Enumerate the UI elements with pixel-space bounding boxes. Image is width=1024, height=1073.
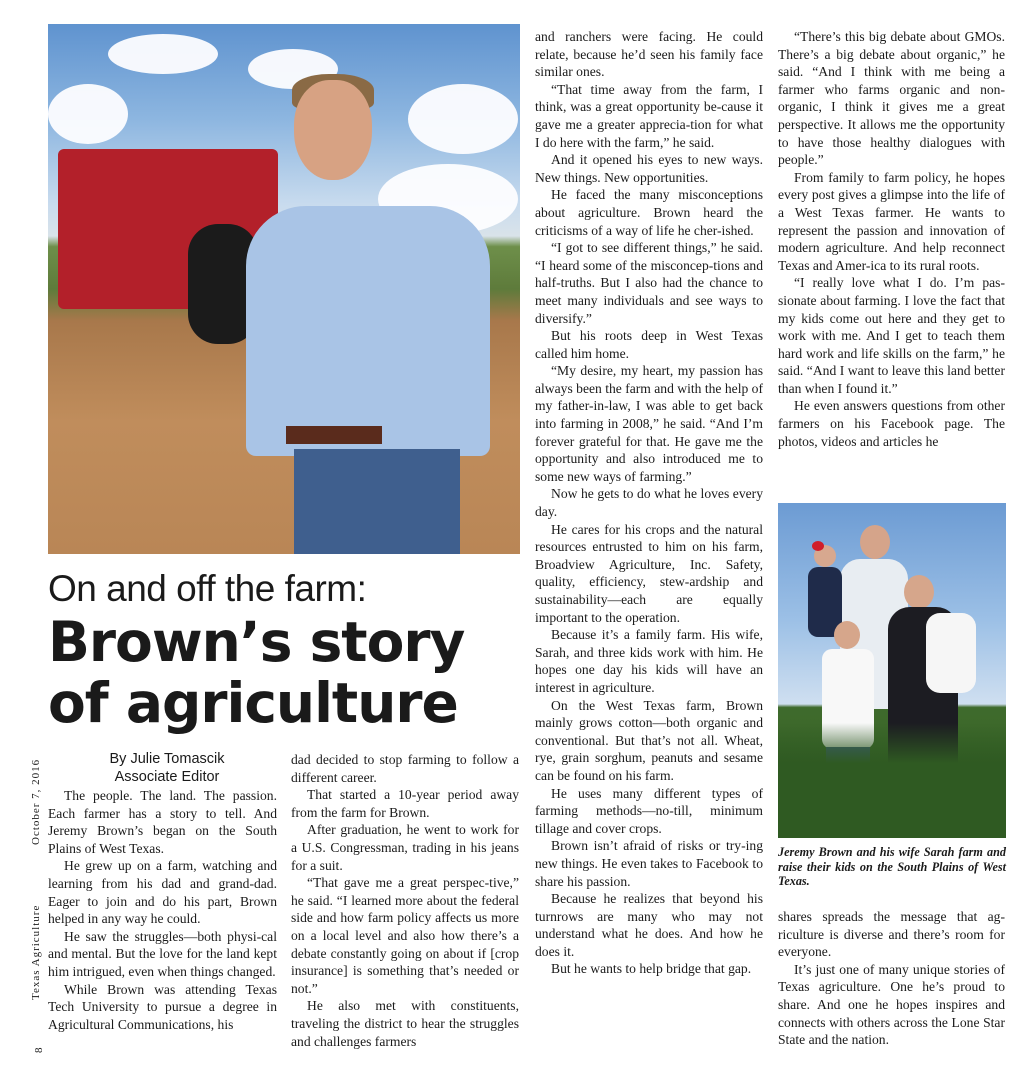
article-column-3 bbox=[535, 28, 763, 978]
article-column-1 bbox=[48, 787, 277, 1033]
paragraph: “I really love what I do. I’m pas-sionate about farming. I love the fact that my kids come out here and they get to work with me. And I get to teach them hard work and life skills on the farm,” he said. “And I want to leave this land better than when I found it.” bbox=[778, 275, 1005, 396]
paragraph: But he wants to help bridge that gap. bbox=[551, 961, 752, 977]
paragraph: Because he realizes that beyond his turnrows are many who may not understand what he does. And how he does it. bbox=[535, 891, 763, 959]
cotton-field bbox=[778, 723, 1006, 838]
paragraph: That started a 10-year period away from the farm for Brown. bbox=[291, 787, 519, 820]
article-column-4-top bbox=[778, 28, 1005, 450]
byline-author: By Julie Tomascik bbox=[109, 751, 225, 767]
person-jeans bbox=[294, 449, 460, 554]
article-column-2 bbox=[291, 751, 519, 1050]
headline-kicker: On and off the farm: bbox=[48, 568, 367, 609]
baby-dress bbox=[926, 613, 976, 693]
paragraph: From family to farm policy, he hopes every post gives a glimpse into the life of a West Texas farmer. He wants to represent the passion and innovation of modern agriculture. And help reconnect Texas and Amer-ica to its rural roots. bbox=[778, 169, 1005, 273]
cloud-shape bbox=[108, 34, 218, 74]
child-face bbox=[834, 621, 860, 649]
paragraph: On the West Texas farm, Brown mainly grows cotton—both organic and conventional. But that’s not all. Wheat, rye, grain sorghum, peanuts and sesame can be found on his farm. bbox=[535, 697, 763, 783]
paragraph: “That time away from the farm, I think, was a great opportunity be-cause it gave me a greater apprecia-tion for what I do here with the farm,” he said. bbox=[535, 81, 763, 150]
main-photo bbox=[48, 24, 520, 554]
paragraph: dad decided to stop farming to follow a different career. bbox=[291, 752, 519, 785]
headline-main bbox=[48, 612, 464, 734]
person-belt bbox=[286, 426, 382, 444]
paragraph: He saw the struggles—both physi-cal and mental. But the love for the land kept him intrigued, even when things changed. bbox=[48, 928, 277, 979]
paragraph: And it opened his eyes to new ways. New things. New opportunities. bbox=[535, 152, 763, 185]
paragraph: He uses many different types of farming methods—no-till, minimum tillage and cover crops. bbox=[535, 785, 763, 836]
headline-line-2: of agriculture bbox=[48, 671, 458, 735]
photo-caption: Jeremy Brown and his wife Sarah farm and raise their kids on the South Plains of West Texas. bbox=[778, 845, 1006, 888]
family-photo bbox=[778, 503, 1006, 838]
person-face bbox=[294, 80, 372, 180]
hair-bow bbox=[812, 541, 824, 551]
paragraph: He faced the many misconceptions about agriculture. Brown heard the criticisms of a way of life he cher-ished. bbox=[535, 187, 763, 238]
headline-line-1: Brown’s story bbox=[48, 610, 465, 674]
byline bbox=[62, 750, 272, 786]
paragraph: “My desire, my heart, my passion has always been the farm and with the help of my father-in-law, I was able to get back into farming in 2008,” he said. “And I’m forever grateful for that. He gave me the opportunity and also introduced me to some new ways of farming.” bbox=[535, 363, 763, 484]
paragraph: After graduation, he went to work for a U.S. Congressman, trading in his jeans for a suit. bbox=[291, 822, 519, 873]
paragraph: He grew up on a farm, watching and learning from his dad and grand-dad. Eager to join and do his part, Brown helped in any way he could. bbox=[48, 858, 277, 927]
paragraph: He also met with constituents, traveling the district to hear the struggles and challenges farmers bbox=[291, 998, 519, 1049]
cloud-shape bbox=[408, 84, 518, 154]
paragraph: But his roots deep in West Texas called him home. bbox=[535, 328, 763, 361]
paragraph: He even answers questions from other farmers on his Facebook page. The photos, videos and articles he bbox=[778, 398, 1005, 449]
side-date: October 7, 2016 bbox=[30, 758, 42, 845]
person-face bbox=[904, 575, 934, 609]
paragraph: “There’s this big debate about GMOs. There’s a big debate about organic,” he said. “And I think with me being a farmer who farms organic and non-organic, I think it gives me a great perspective. It allows me the opportunity to have those healthy dialogues with people.” bbox=[778, 29, 1005, 168]
paragraph: He cares for his crops and the natural resources entrusted to him on his farm, Broadview Agriculture, Inc. Safety, quality, efficiency, stew-ardship and sustainability—each are equally important to the operation. bbox=[535, 521, 763, 625]
paragraph: and ranchers were facing. He could relate, because he’d seen his family face similar ones. bbox=[535, 29, 763, 80]
paragraph: It’s just one of many unique stories of Texas agriculture. One he’s proud to share. And one he hopes inspires and connects with others across the Lone Star State and the nation. bbox=[778, 961, 1005, 1048]
paragraph: While Brown was attending Texas Tech University to pursue a degree in Agricultural Communications, his bbox=[48, 981, 277, 1032]
cloud-shape bbox=[48, 84, 128, 144]
person-shirt bbox=[246, 206, 490, 456]
paragraph: shares spreads the message that ag-riculture is diverse and there’s room for everyone. bbox=[778, 909, 1005, 960]
article-column-4-bottom bbox=[778, 908, 1005, 1049]
byline-title: Associate Editor bbox=[114, 769, 220, 785]
person-face bbox=[860, 525, 890, 559]
paragraph: Because it’s a family farm. His wife, Sarah, and three kids work with him. He hopes one day his kids will have an interest in agriculture. bbox=[535, 627, 763, 695]
side-publication: Texas Agriculture bbox=[30, 904, 42, 1000]
paragraph: “I got to see different things,” he said. “I heard some of the misconcep-tions and half-truths. But I also had the chance to meet many individuals and see ways to diversify.” bbox=[535, 240, 763, 326]
paragraph: Brown isn’t afraid of risks or try-ing new things. He even takes to Facebook to share his passion. bbox=[535, 838, 763, 889]
paragraph: The people. The land. The passion. Each farmer has a story to tell. And Jeremy Brown’s began on the South Plains of West Texas. bbox=[48, 788, 277, 856]
paragraph: Now he gets to do what he loves every day. bbox=[535, 486, 763, 520]
paragraph: “That gave me a great perspec-tive,” he said. “I learned more about the federal side and how farm policy affects us more on a local level and also how there’s a debate constantly going on about if [crop insurance] is something that’s needed or not.” bbox=[291, 875, 519, 996]
page-number: 8 bbox=[33, 1047, 45, 1053]
